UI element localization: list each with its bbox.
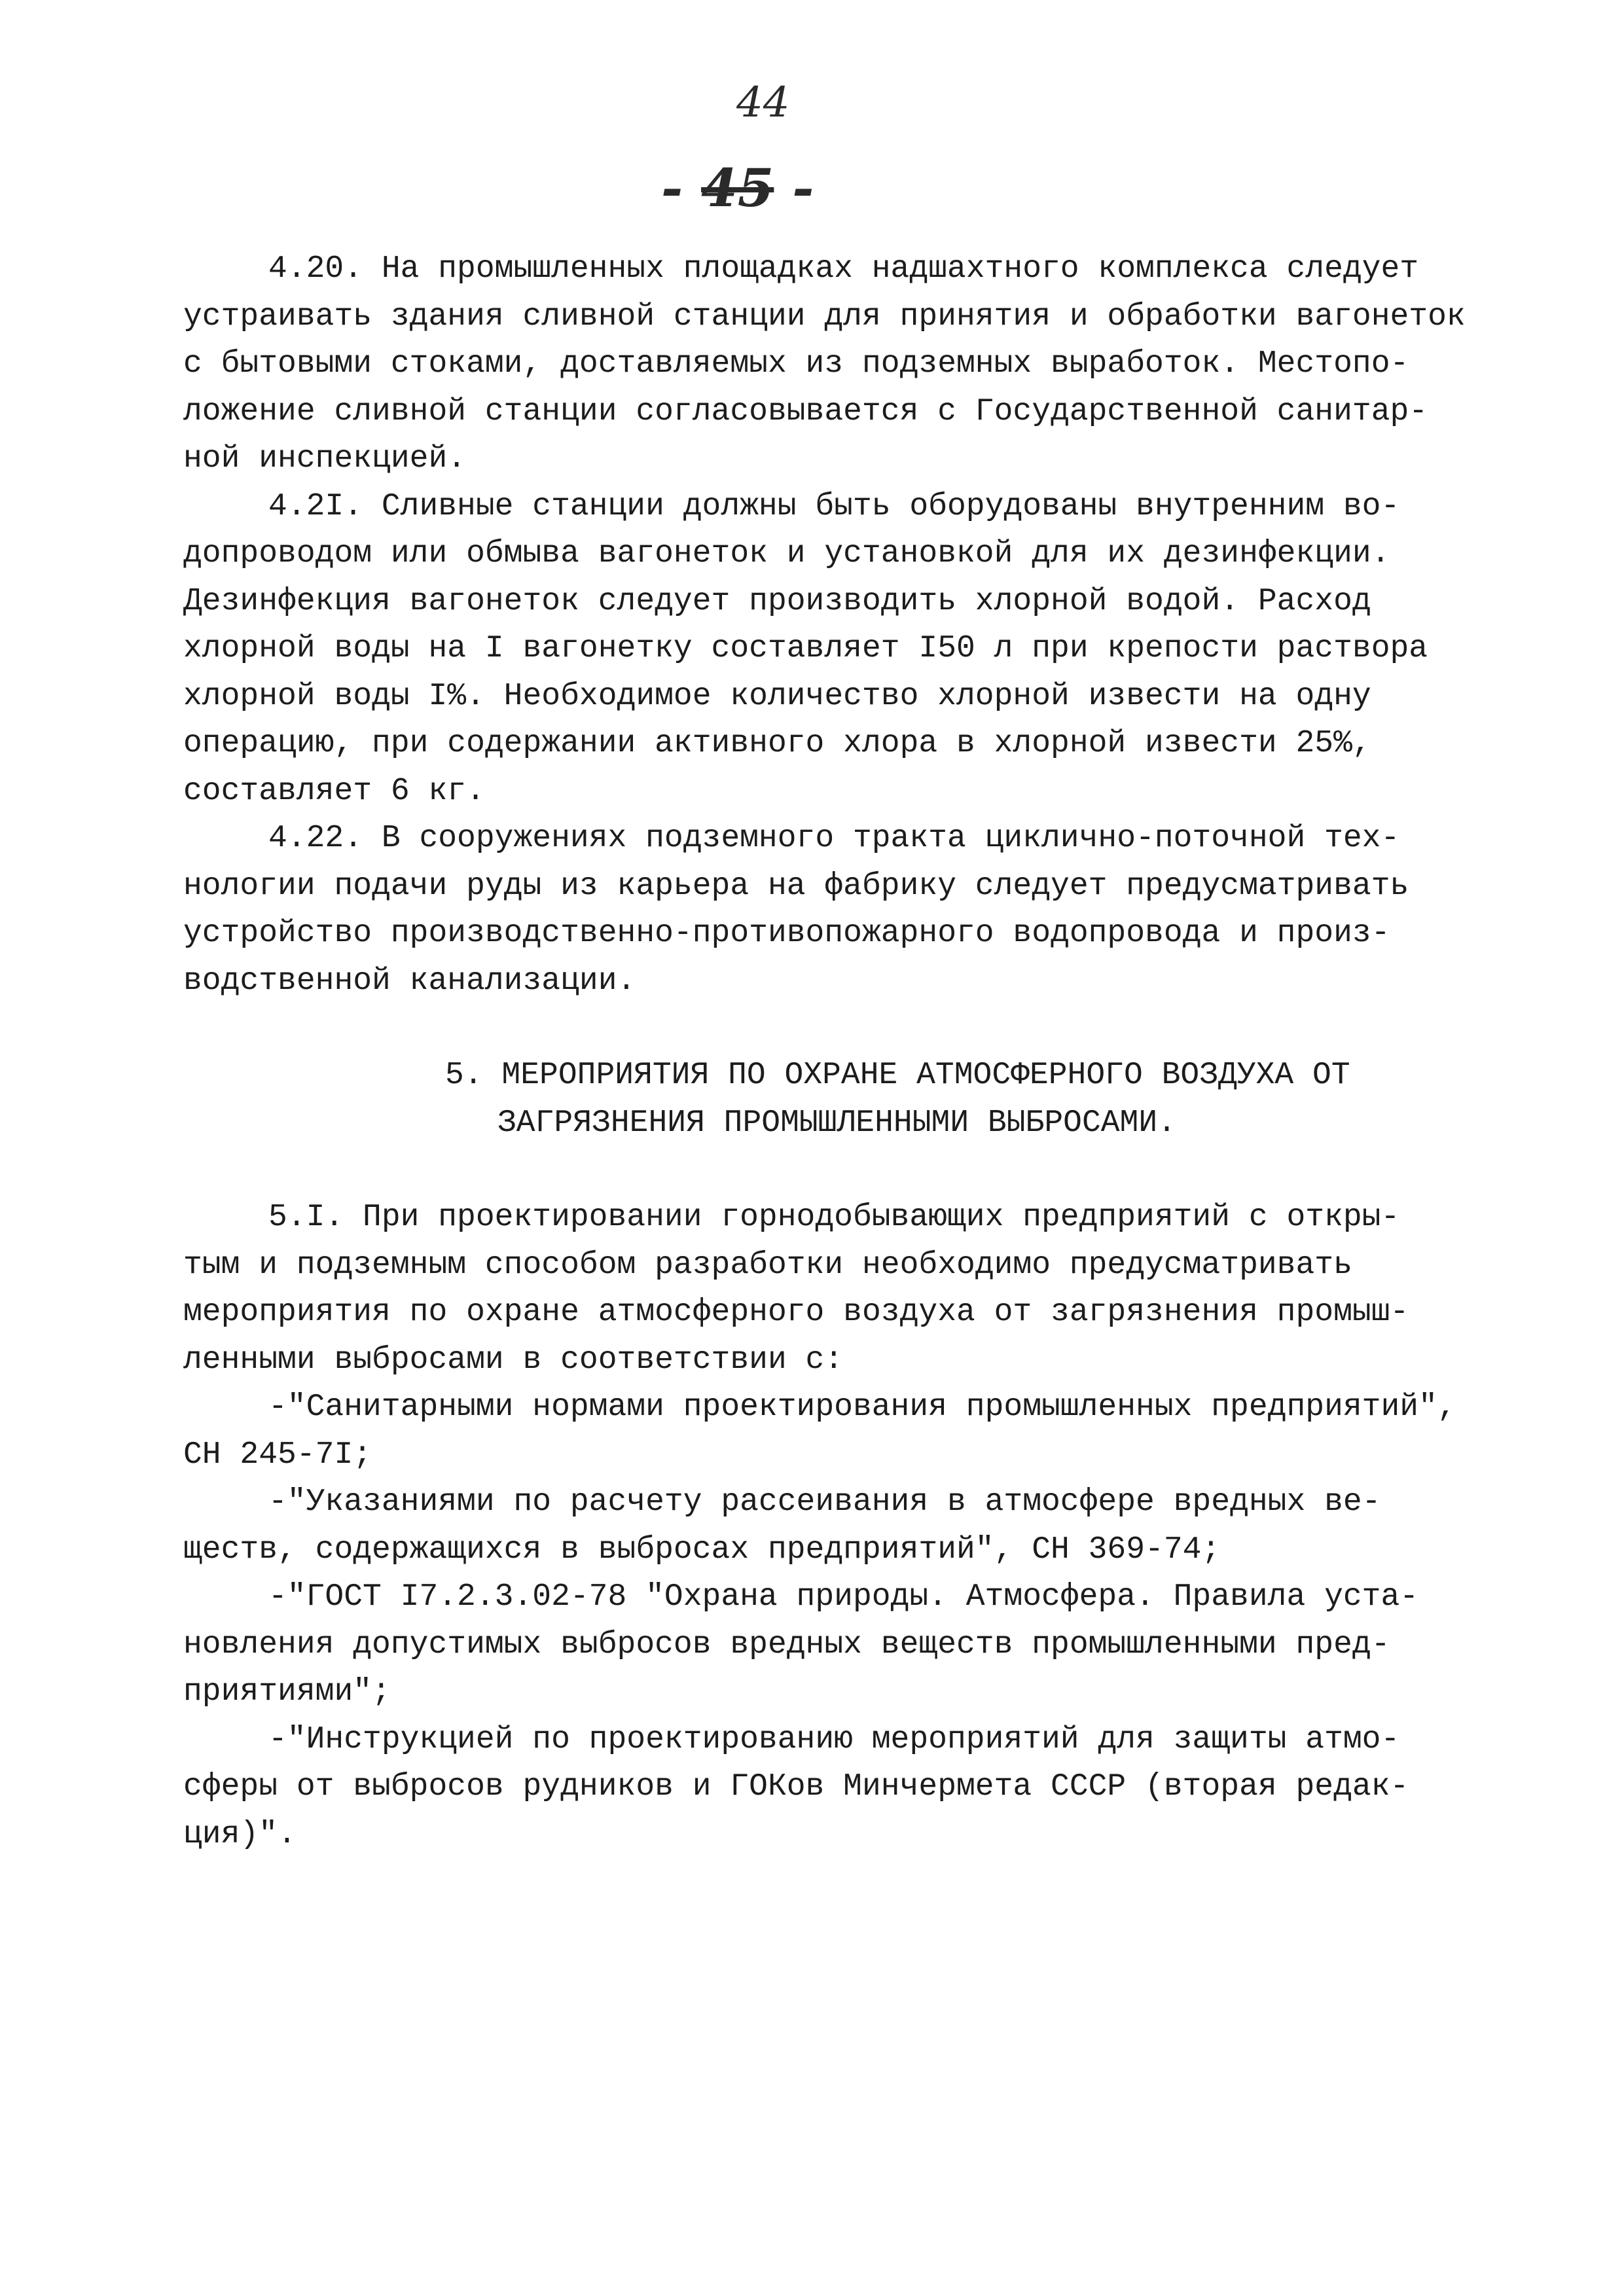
- paragraph-line: 4.2I. Сливные станции должны быть оборудованы внутренним во-: [268, 488, 1400, 524]
- paragraph-4-21: [183, 483, 1571, 816]
- paragraph-line: ложение сливной станции согласовывается с Государственной санитар-: [183, 393, 1428, 429]
- reference-list-item: [183, 1384, 1571, 1479]
- page-number-dash-left: -: [661, 157, 702, 219]
- paragraph-line: составляет 6 кг.: [183, 773, 485, 809]
- paragraph-5-1: [183, 1194, 1571, 1384]
- list-line: приятиями";: [183, 1674, 391, 1710]
- paragraph-line: нологии подачи руды из карьера на фабрику следует предусматривать: [183, 868, 1409, 904]
- paragraph-line: допроводом или обмыва вагонеток и установкой для их дезинфекции.: [183, 536, 1390, 571]
- paragraph-4-20: [183, 245, 1571, 483]
- paragraph-line: 4.22. В сооружениях подземного тракта циклично-поточной тех-: [268, 821, 1400, 856]
- paragraph-line: водственной канализации.: [183, 963, 636, 999]
- list-line: -"Санитарными нормами проектирования промышленных предприятий",: [268, 1390, 1456, 1425]
- paragraph-line: устраивать здания сливной станции для принятия и обработки вагонеток: [183, 298, 1466, 334]
- paragraph-line: хлорной воды I%. Необходимое количество хлорной извести на одну: [183, 678, 1371, 714]
- paragraph-line: 4.20. На промышленных площадках надшахтного комплекса следует: [268, 251, 1419, 287]
- list-line: ществ, содержащихся в выбросах предприятий", СН 369-74;: [183, 1532, 1221, 1568]
- reference-list: [183, 1384, 1571, 1858]
- paragraph-line: 5.I. При проектировании горнодобывающих предприятий с откры-: [268, 1200, 1400, 1235]
- reference-list-item: [183, 1716, 1571, 1859]
- list-line: -"Инструкцией по проектированию мероприятий для защиты атмо-: [268, 1721, 1400, 1757]
- paragraph-line: устройство производственно-противопожарного водопровода и произ-: [183, 916, 1390, 951]
- list-line: сферы от выбросов рудников и ГОКов Минчермета СССР (вторая редак-: [183, 1769, 1409, 1804]
- paragraph-4-22: [183, 815, 1571, 1005]
- page-number: [661, 157, 814, 219]
- page-number-value: 45: [701, 157, 774, 219]
- list-line: новления допустимых выбросов вредных веществ промышленными пред-: [183, 1626, 1390, 1662]
- paragraph-line: операцию, при содержании активного хлора в хлорной извести 25%,: [183, 726, 1371, 761]
- paragraph-line: тым и подземным способом разработки необходимо предусматривать: [183, 1247, 1352, 1283]
- document-body: [183, 245, 1571, 1858]
- paragraph-line: ной инспекцией.: [183, 441, 467, 476]
- handwritten-archive-number: 44: [736, 79, 790, 127]
- list-line: ция)".: [183, 1816, 297, 1852]
- reference-list-item: [183, 1573, 1571, 1716]
- reference-list-item: [183, 1479, 1571, 1573]
- paragraph-line: хлорной воды на I вагонетку составляет I50 л при крепости раствора: [183, 631, 1428, 666]
- list-line: СН 245-7I;: [183, 1437, 372, 1473]
- list-line: -"ГОСТ I7.2.3.02-78 "Охрана природы. Атмосфера. Правила уста-: [268, 1579, 1419, 1615]
- paragraph-line: мероприятия по охране атмосферного воздуха от загрязнения промыш-: [183, 1295, 1409, 1330]
- paragraph-line: Дезинфекция вагонеток следует производить хлорной водой. Расход: [183, 583, 1371, 619]
- page-number-dash-right: -: [774, 157, 814, 219]
- list-line: -"Указаниями по расчету рассеивания в атмосфере вредных ве-: [268, 1484, 1381, 1520]
- paragraph-line: с бытовыми стоками, доставляемых из подземных выработок. Местопо-: [183, 346, 1409, 382]
- section-5-heading: [183, 1052, 1571, 1147]
- paragraph-line: ленными выбросами в соответствии с:: [183, 1342, 844, 1378]
- section-heading-line: 5. МЕРОПРИЯТИЯ ПО ОХРАНЕ АТМОСФЕРНОГО ВОЗДУХА ОТ: [445, 1058, 1350, 1093]
- section-heading-line: ЗАГРЯЗНЕНИЯ ПРОМЫШЛЕННЫМИ ВЫБРОСАМИ.: [497, 1105, 1176, 1141]
